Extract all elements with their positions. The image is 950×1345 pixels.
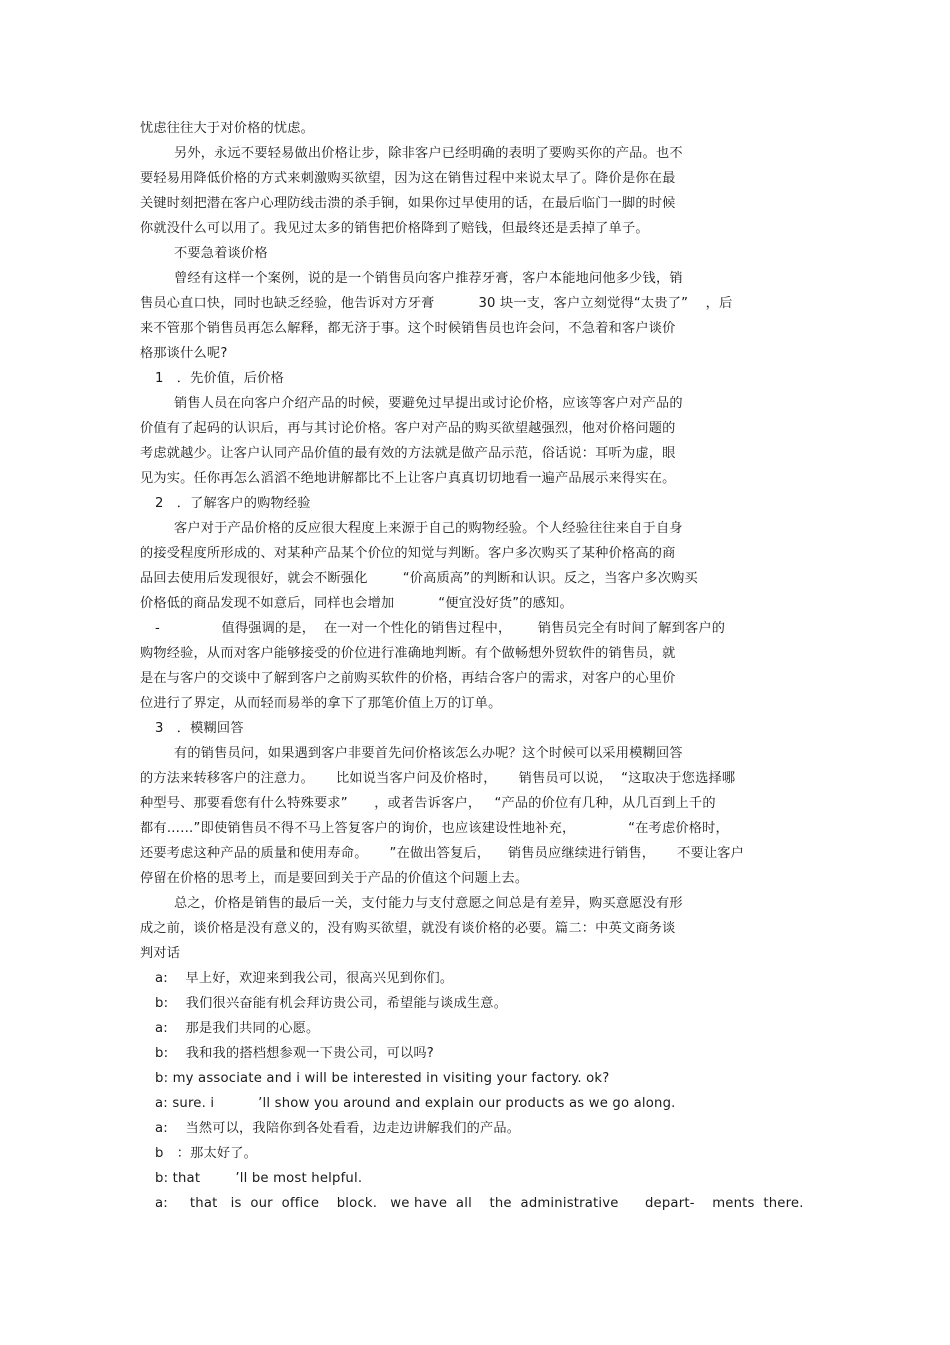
- text-line: 的接受程度所形成的、对某种产品某个价位的知觉与判断。客户多次购买了某种价格高的商: [140, 546, 676, 561]
- text-line: 还要考虑这种产品的质量和使用寿命。 ”在做出答复后， 销售员应继续进行销售， 不要让客户: [140, 846, 745, 861]
- text-line: 判对话: [140, 946, 181, 961]
- text-line: 销售人员在向客户介绍产品的时候，要避免过早提出或讨论价格，应该等客户对产品的: [174, 396, 683, 411]
- text-line: 的方法来转移客户的注意力。 比如说当客户问及价格时， 销售员可以说， “这取决于您选择哪: [140, 771, 736, 786]
- text-line: 都有……”即使销售员不得不马上答复客户的询价，也应该建设性地补充， “在考虑价格时，: [140, 821, 729, 836]
- dialogue-line: a: 当然可以，我陪你到各处看看，边走边讲解我们的产品。: [155, 1121, 521, 1136]
- text-line: 售员心直口快，同时也缺乏经验，他告诉对方牙膏 30 块一支，客户立刻觉得“太贵了” ，后: [140, 296, 733, 311]
- dialogue-line: b: that ’ll be most helpful.: [155, 1171, 363, 1186]
- dialogue-line: a: that is our office block. we have all the administrative depart- ments there.: [155, 1196, 804, 1211]
- text-line: 另外，永远不要轻易做出价格让步，除非客户已经明确的表明了要购买你的产品。也不: [174, 146, 683, 161]
- dialogue-line: b: 我和我的搭档想参观一下贵公司，可以吗?: [155, 1046, 434, 1061]
- text-line: 位进行了界定，从而轻而易举的拿下了那笔价值上万的订单。: [140, 696, 502, 711]
- text-line: 是在与客户的交谈中了解到客户之前购买软件的价格，再结合客户的需求，对客户的心里价: [140, 671, 676, 686]
- text-line: 曾经有这样一个案例，说的是一个销售员向客户推荐牙膏，客户本能地问他多少钱，销: [174, 271, 683, 286]
- text-line: 价值有了起码的认识后，再与其讨论价格。客户对产品的购买欲望越强烈，他对价格问题的: [140, 421, 676, 436]
- text-line: 要轻易用降低价格的方式来刺激购买欲望，因为这在销售过程中来说太早了。降价是你在最: [140, 171, 676, 186]
- text-line: 价格低的商品发现不如意后，同样也会增加 “便宜没好货”的感知。: [140, 596, 573, 611]
- text-line: 总之，价格是销售的最后一关，支付能力与支付意愿之间总是有差异，购买意愿没有形: [174, 896, 683, 911]
- text-line: - 值得强调的是， 在一对一个性化的销售过程中， 销售员完全有时间了解到客户的: [155, 621, 726, 636]
- list-heading: 3 ．模糊回答: [155, 721, 244, 736]
- dialogue-line: a: sure. i ’ll show you around and explain our products as we go along.: [155, 1096, 676, 1111]
- text-line: 见为实。任你再怎么滔滔不绝地讲解都比不上让客户真真切切地看一遍产品展示来得实在。: [140, 471, 676, 486]
- list-heading: 1 ．先价值，后价格: [155, 371, 284, 386]
- text-line: 忧虑往往大于对价格的忧虑。: [140, 121, 315, 136]
- text-line: 你就没什么可以用了。我见过太多的销售把价格降到了赔钱，但最终还是丢掉了单子。: [140, 221, 649, 236]
- text-line: 购物经验，从而对客户能够接受的价位进行准确地判断。有个做畅想外贸软件的销售员，就: [140, 646, 676, 661]
- dialogue-line: b: my associate and i will be interested in visiting your factory. ok?: [155, 1071, 610, 1086]
- text-line: 种型号、那要看您有什么特殊要求” ，或者告诉客户， “产品的价位有几种，从几百到上千的: [140, 796, 716, 811]
- text-line: 品回去使用后发现很好，就会不断强化 “价高质高”的判断和认识。反之，当客户多次购买: [140, 571, 698, 586]
- text-line: 来不管那个销售员再怎么解释，都无济于事。这个时候销售员也许会问，不急着和客户谈价: [140, 321, 676, 336]
- text-line: 考虑就越少。让客户认同产品价值的最有效的方法就是做产品示范，俗话说：耳听为虚，眼: [140, 446, 676, 461]
- text-line: 成之前，谈价格是没有意义的，没有购买欲望，就没有谈价格的必要。篇二：中英文商务谈: [140, 921, 676, 936]
- text-line: 停留在价格的思考上，而是要回到关于产品的价值这个问题上去。: [140, 871, 529, 886]
- dialogue-line: b: 我们很兴奋能有机会拜访贵公司，希望能与谈成生意。: [155, 996, 508, 1011]
- text-line: 客户对于产品价格的反应很大程度上来源于自己的购物经验。个人经验往往来自于自身: [174, 521, 683, 536]
- text-line: 格那谈什么呢?: [140, 346, 228, 361]
- text-line: 有的销售员问，如果遇到客户非要首先问价格该怎么办呢？这个时候可以采用模糊回答: [174, 746, 683, 761]
- dialogue-line: a: 早上好，欢迎来到我公司，很高兴见到你们。: [155, 971, 454, 986]
- dialogue-line: b ：那太好了。: [155, 1146, 258, 1161]
- section-heading: 不要急着谈价格: [174, 246, 268, 261]
- text-line: 关键时刻把潜在客户心理防线击溃的杀手锏，如果你过早使用的话，在最后临门一脚的时候: [140, 196, 676, 211]
- dialogue-line: a: 那是我们共同的心愿。: [155, 1021, 320, 1036]
- list-heading: 2 ．了解客户的购物经验: [155, 496, 311, 511]
